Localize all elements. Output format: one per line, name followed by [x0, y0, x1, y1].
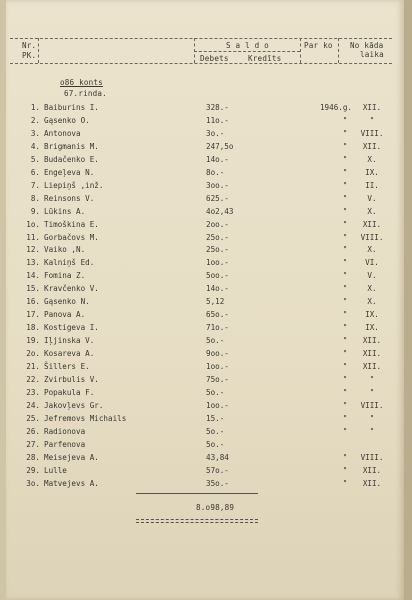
header-nr: Nr. — [22, 41, 37, 50]
row-debets: 5o.- — [206, 387, 225, 397]
ledger-row — [0, 440, 412, 453]
row-name: Popakula F. — [44, 387, 95, 397]
row-month: XII. — [362, 141, 382, 151]
row-month: XII. — [362, 336, 382, 346]
row-debets: 5o.- — [206, 336, 225, 346]
total-double-rule — [136, 522, 258, 523]
row-month: " — [369, 374, 375, 384]
row-month: X. — [367, 206, 377, 216]
header-saldo: S a l d o — [226, 41, 269, 50]
row-name: Panova A. — [44, 310, 86, 320]
row-debets: 625.- — [206, 193, 229, 203]
row-year: " — [342, 297, 348, 307]
row-number: 4. — [30, 141, 40, 151]
total-amount: 8.o98,89 — [196, 503, 235, 512]
row-number: 6. — [30, 167, 40, 177]
row-name: Kalniņš Ed. — [44, 258, 95, 268]
row-number: 11. — [26, 232, 40, 242]
row-month: X. — [367, 297, 377, 307]
row-year: " — [342, 115, 348, 125]
header-no-kada: No kāda — [350, 41, 384, 50]
row-number: 29. — [26, 465, 40, 475]
row-year: " — [342, 336, 348, 346]
column-divider — [338, 38, 339, 63]
row-number: 15. — [26, 284, 40, 294]
row-debets: 14o.- — [206, 284, 229, 294]
row-name: Brigmanis M. — [44, 141, 99, 151]
row-number: 24. — [26, 400, 40, 410]
ledger-row — [0, 453, 412, 466]
row-name: Gorbačovs M. — [44, 232, 99, 242]
row-month: X. — [367, 245, 377, 255]
row-year: " — [342, 271, 348, 281]
header-laika: laika — [360, 50, 384, 59]
row-name: Gąsenko N. — [44, 297, 90, 307]
ledger-row — [0, 349, 412, 362]
row-name: Jefremovs Michails — [44, 413, 127, 423]
row-number: 14. — [26, 271, 40, 281]
row-name: Timoškina E. — [44, 219, 99, 229]
ledger-row — [0, 258, 412, 271]
row-debets: 3oo.- — [206, 180, 229, 190]
row-year: " — [342, 219, 348, 229]
ledger-row — [0, 466, 412, 479]
row-month: V. — [367, 271, 377, 281]
row-name: Liepiņš ,inž. — [44, 180, 104, 190]
row-month: XII. — [362, 103, 382, 112]
row-debets: 5,12 — [206, 297, 225, 307]
row-year: " — [342, 374, 348, 384]
saldo-underline — [194, 51, 300, 52]
row-year: " — [342, 193, 348, 203]
row-month: VI. — [365, 258, 379, 268]
ledger-row — [0, 336, 412, 349]
row-number: 21. — [26, 362, 40, 371]
total-rule — [136, 493, 258, 494]
row-number: 2. — [30, 115, 40, 125]
ledger-row — [0, 297, 412, 310]
row-number: 26. — [26, 426, 40, 436]
header-bottom-rule — [10, 63, 392, 64]
header-par-ko: Par ko — [304, 41, 333, 50]
row-number: 28. — [26, 452, 40, 462]
row-month: X. — [367, 154, 377, 164]
row-month: " — [369, 115, 375, 125]
row-month: XII. — [362, 349, 382, 359]
row-year: " — [342, 478, 348, 488]
row-year: " — [342, 362, 348, 371]
row-year: " — [342, 400, 348, 410]
row-debets: 9oo.- — [206, 349, 229, 359]
row-number: 13. — [26, 258, 40, 268]
row-name: Engeļeva N. — [44, 167, 95, 177]
row-year: 1946.g. — [319, 103, 352, 112]
ledger-row — [0, 142, 412, 155]
ledger-row — [0, 284, 412, 297]
row-year: " — [342, 167, 348, 177]
row-month: XII. — [362, 465, 382, 475]
row-name: Kosareva A. — [44, 349, 95, 359]
row-name: Vaiko ,N. — [44, 245, 86, 255]
ledger-row — [0, 388, 412, 401]
ledger-row — [0, 310, 412, 323]
row-number: 22. — [26, 374, 40, 384]
row-year: " — [342, 232, 348, 242]
ledger-row — [0, 375, 412, 388]
row-name: Šillers E. — [44, 362, 90, 371]
ledger-row — [0, 271, 412, 284]
row-name: Antonova — [44, 128, 81, 138]
row-debets: 328.- — [206, 103, 229, 112]
row-number: 7. — [30, 180, 40, 190]
row-month: VIII. — [360, 128, 384, 138]
row-number: 17. — [26, 310, 40, 320]
row-name: Kostigeva I. — [44, 323, 99, 333]
row-debets: 75o.- — [206, 374, 229, 384]
row-debets: 25o.- — [206, 245, 229, 255]
row-month: XII. — [362, 362, 382, 371]
row-debets: 11o.- — [206, 115, 229, 125]
column-divider — [38, 38, 39, 63]
row-month: " — [369, 387, 375, 397]
row-debets: 25o.- — [206, 232, 229, 242]
row-year: " — [342, 426, 348, 436]
column-divider — [300, 38, 301, 63]
row-year: " — [342, 349, 348, 359]
row-name: Matvejevs A. — [44, 478, 99, 488]
ledger-row — [0, 168, 412, 181]
row-year: " — [342, 180, 348, 190]
row-month: IX. — [365, 323, 379, 333]
row-number: 3o. — [26, 478, 40, 488]
row-number: 8. — [30, 193, 40, 203]
row-year: " — [342, 465, 348, 475]
ledger-row — [0, 233, 412, 246]
ledger-row — [0, 103, 412, 116]
row-year: " — [342, 141, 348, 151]
row-month: XII. — [362, 478, 382, 488]
row-month: X. — [367, 284, 377, 294]
header-pk: PK. — [22, 51, 37, 60]
row-number: 9. — [30, 206, 40, 216]
row-debets: 3o.- — [206, 128, 225, 138]
row-debets: 5oo.- — [206, 271, 229, 281]
row-year: " — [342, 206, 348, 216]
row-year: " — [342, 258, 348, 268]
row-name: Radionova — [44, 426, 86, 436]
ledger-row — [0, 362, 412, 375]
header-debets: Debets — [200, 54, 229, 63]
account-subtitle: 67.rinda. — [64, 89, 107, 98]
row-number: 19. — [26, 336, 40, 346]
row-year: " — [342, 387, 348, 397]
ledger-row — [0, 155, 412, 168]
row-year: " — [342, 128, 348, 138]
row-name: Zvirbulis V. — [44, 374, 99, 384]
ledger-row — [0, 129, 412, 142]
row-name: Fomina Z. — [44, 271, 86, 281]
row-year: " — [342, 154, 348, 164]
ledger-row — [0, 479, 412, 492]
row-number: 12. — [26, 245, 40, 255]
ledger-row — [0, 220, 412, 233]
row-number: 25. — [26, 413, 40, 423]
row-debets: 1oo.- — [206, 362, 229, 371]
row-debets: 71o.- — [206, 323, 229, 333]
row-debets: 8o.- — [206, 167, 225, 177]
row-debets: 2oo.- — [206, 219, 229, 229]
row-name: Iļjinska V. — [44, 336, 95, 346]
ledger-row — [0, 401, 412, 414]
ledger-row — [0, 194, 412, 207]
row-debets: 5o.- — [206, 439, 225, 449]
row-number: 3. — [30, 128, 40, 138]
row-number: 16. — [26, 297, 40, 307]
ledger-row — [0, 427, 412, 440]
row-name: Meisejeva A. — [44, 452, 99, 462]
row-debets: 1oo.- — [206, 400, 229, 410]
row-debets: 35o.- — [206, 478, 229, 488]
row-number: 1o. — [26, 219, 40, 229]
row-debets: 1oo.- — [206, 258, 229, 268]
row-year: " — [342, 323, 348, 333]
row-year: " — [342, 284, 348, 294]
row-name: Lulle — [44, 465, 67, 475]
row-debets: 4o2,43 — [206, 206, 234, 216]
ledger-row — [0, 323, 412, 336]
row-name: Baiburins I. — [44, 103, 99, 112]
row-debets: 14o.- — [206, 154, 229, 164]
row-debets: 65o.- — [206, 310, 229, 320]
row-debets: 43,84 — [206, 452, 229, 462]
row-number: 2o. — [26, 349, 40, 359]
row-name: Lūkins A. — [44, 206, 86, 216]
row-number: 1. — [30, 103, 40, 112]
row-name: Reinsons V. — [44, 193, 95, 203]
ledger-row — [0, 116, 412, 129]
ledger-row — [0, 181, 412, 194]
row-name: Parfenova — [44, 439, 86, 449]
row-year: " — [342, 413, 348, 423]
row-month: V. — [367, 193, 377, 203]
row-number: 27. — [26, 439, 40, 449]
header-kredits: Kredīts — [248, 54, 282, 63]
row-month: IX. — [365, 310, 379, 320]
row-name: Gąsenko O. — [44, 115, 90, 125]
row-number: 18. — [26, 323, 40, 333]
row-debets: 5o.- — [206, 426, 225, 436]
row-year: " — [342, 310, 348, 320]
row-month: IX. — [365, 167, 379, 177]
total-double-rule — [136, 519, 258, 520]
row-month: " — [369, 426, 375, 436]
row-number: 5. — [30, 154, 40, 164]
row-name: Jakovļevs Gr. — [44, 400, 104, 410]
row-name: Kravčenko V. — [44, 284, 99, 294]
row-debets: 57o.- — [206, 465, 229, 475]
row-month: VIII. — [360, 400, 384, 410]
header-top-rule — [10, 38, 392, 39]
row-name: Budačenko E. — [44, 154, 99, 164]
row-month: VIII. — [360, 232, 384, 242]
row-month: " — [369, 413, 375, 423]
ledger-row — [0, 245, 412, 258]
ledger-row — [0, 414, 412, 427]
row-month: VIII. — [360, 452, 384, 462]
account-title: o86 konts — [60, 78, 103, 87]
row-debets: 15.- — [206, 413, 225, 423]
row-year: " — [342, 245, 348, 255]
row-year: " — [342, 452, 348, 462]
ledger-row — [0, 207, 412, 220]
row-debets: 247,5o — [206, 141, 234, 151]
row-number: 23. — [26, 387, 40, 397]
row-month: XII. — [362, 219, 382, 229]
row-month: II. — [365, 180, 379, 190]
